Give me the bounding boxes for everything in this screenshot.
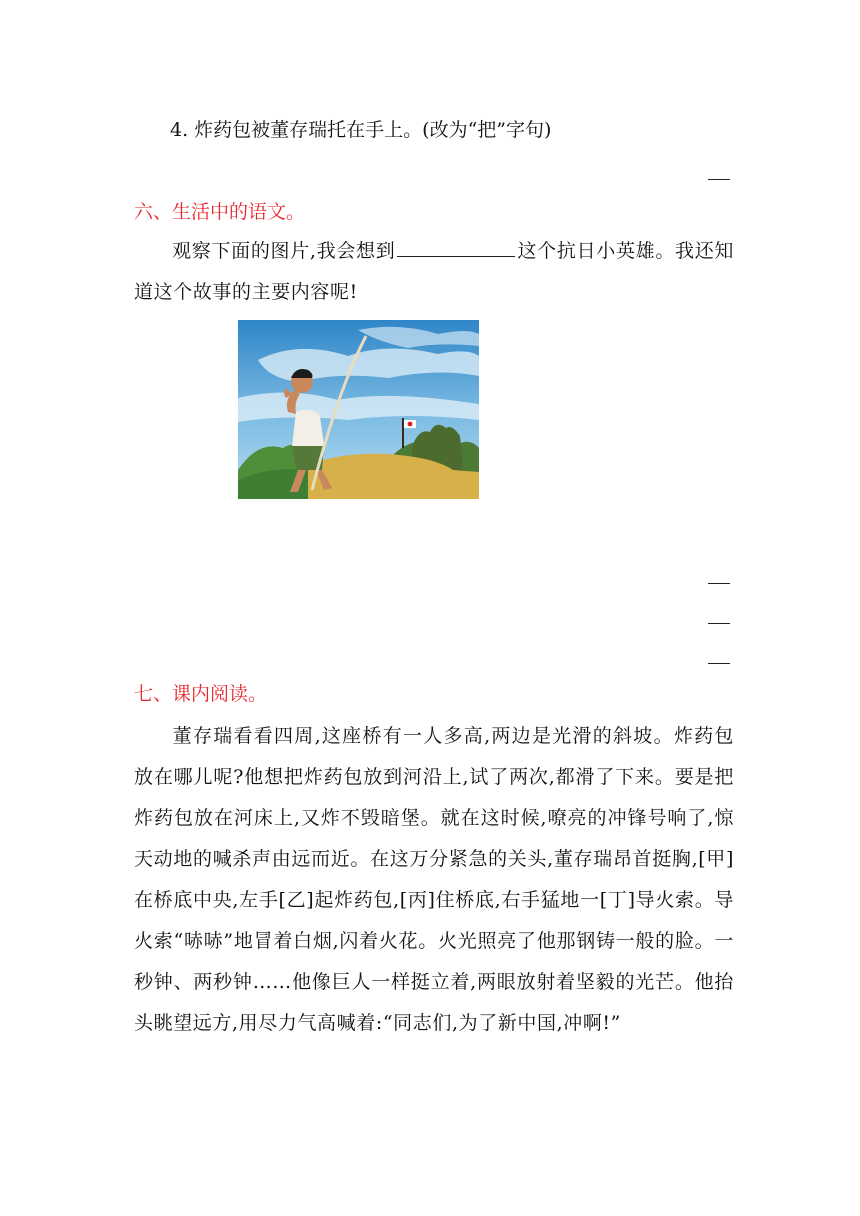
dong-cunrui-illustration bbox=[238, 320, 479, 499]
section-7-heading: 七、课内阅读。 bbox=[134, 683, 268, 705]
prompt-text-end: 这个抗日小英雄。我还知道这个故事的主要内容呢! bbox=[134, 240, 734, 303]
reading-passage bbox=[134, 716, 734, 1044]
answer-line[interactable] bbox=[708, 663, 730, 664]
passage-text: 董存瑞看看四周,这座桥有一人多高,两边是光滑的斜坡。炸药包放在哪儿呢?他想把炸药包放到河沿上,试了两次,都滑了下来。要是把炸药包放在河床上,又炸不毁暗堡。就在这时候,嘹亮的冲锋号响了,惊天动地的喊杀声由远而近。在这万分紧急的关头,董存瑞昂首挺胸,[甲]在桥底中央,左手[乙]起炸药包,[丙]住桥底,右手猛地一[丁]导火索。导火索“哧哧”地冒着白烟,闪着火花。火光照亮了他那钢铸一般的脸。一秒钟、两秒钟……他像巨人一样挺立着,两眼放射着坚毅的光芒。他抬头眺望远方,用尽力气高喊着:“同志们,为了新中国,冲啊!” bbox=[134, 725, 734, 1034]
hero-name-blank[interactable] bbox=[397, 238, 515, 257]
section-6-heading: 六、生活中的语文。 bbox=[134, 201, 306, 223]
question-4: 4. 炸药包被董存瑞托在手上。(改为“把”字句) bbox=[170, 119, 552, 141]
answer-line[interactable] bbox=[708, 179, 730, 180]
answer-line[interactable] bbox=[708, 623, 730, 624]
answer-line[interactable] bbox=[708, 583, 730, 584]
prompt-text-start: 观察下面的图片,我会想到 bbox=[172, 240, 396, 262]
section-6-prompt bbox=[134, 231, 734, 313]
